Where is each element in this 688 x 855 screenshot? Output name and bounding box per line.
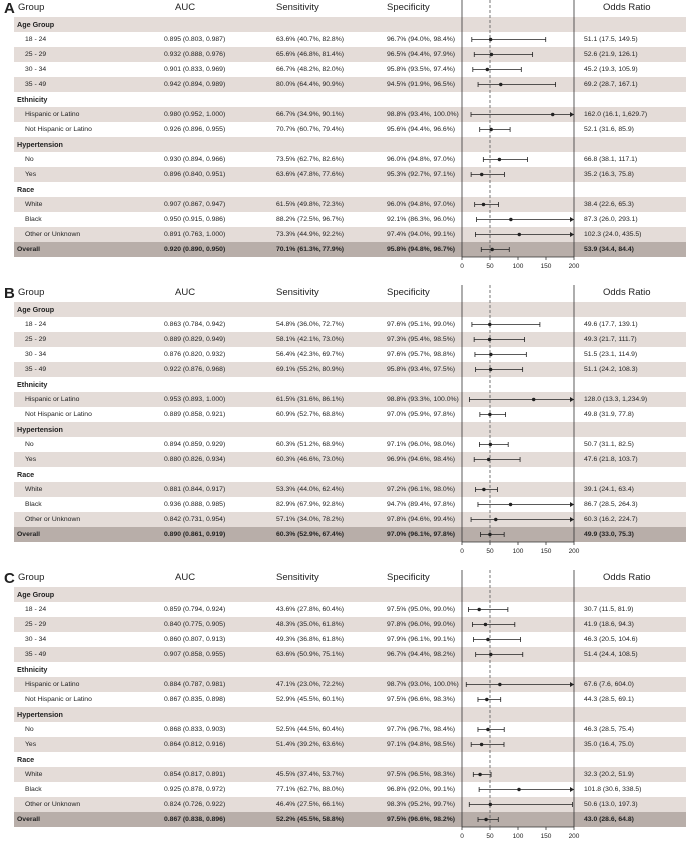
forest-plot [0, 285, 688, 570]
header-group: Group [18, 572, 45, 583]
odds-ratio-value: 49.6 (17.7, 139.1) [584, 321, 638, 328]
section-label: Hypertension [17, 140, 63, 149]
odds-ratio-value: 128.0 (13.3, 1,234.9) [584, 396, 648, 403]
ci-arrow [570, 517, 574, 522]
x-tick-label: 0 [460, 833, 464, 840]
header-odds: Odds Ratio [603, 287, 651, 298]
sensitivity-value: 46.4% (27.5%, 66.1%) [276, 801, 345, 808]
odds-ratio-value: 67.6 (7.6, 604.0) [584, 681, 634, 688]
odds-ratio-point [478, 773, 481, 776]
odds-ratio-point [487, 458, 490, 461]
section-label: Hypertension [17, 425, 63, 434]
auc-value: 0.901 (0.833, 0.969) [164, 66, 226, 73]
specificity-value: 97.5% (96.6%, 98.2%) [387, 816, 456, 823]
specificity-value: 96.8% (92.0%, 99.1%) [387, 786, 456, 793]
auc-value: 0.860 (0.807, 0.913) [164, 636, 226, 643]
group-label: 18 - 24 [25, 321, 47, 328]
sensitivity-value: 54.8% (36.0%, 72.7%) [276, 321, 345, 328]
header-specificity: Specificity [387, 2, 430, 13]
ci-arrow [570, 232, 574, 237]
odds-ratio-point [486, 728, 489, 731]
odds-ratio-point [486, 638, 489, 641]
specificity-value: 96.9% (94.6%, 98.4%) [387, 456, 456, 463]
sensitivity-value: 48.3% (35.0%, 61.8%) [276, 621, 345, 628]
section-label: Age Group [17, 305, 55, 314]
specificity-value: 97.8% (96.0%, 99.0%) [387, 621, 456, 628]
odds-ratio-point [480, 743, 483, 746]
auc-value: 0.868 (0.833, 0.903) [164, 726, 226, 733]
odds-ratio-value: 50.7 (31.1, 82.5) [584, 441, 634, 448]
sensitivity-value: 49.3% (36.8%, 61.8%) [276, 636, 345, 643]
section-label: Race [17, 185, 35, 194]
panel-c [0, 570, 688, 850]
x-tick-label: 50 [486, 548, 494, 555]
group-label: Other or Unknown [25, 516, 81, 523]
auc-value: 0.907 (0.858, 0.955) [164, 651, 226, 658]
odds-ratio-value: 47.6 (21.8, 103.7) [584, 456, 638, 463]
group-label: Other or Unknown [25, 801, 81, 808]
sensitivity-value: 52.5% (44.5%, 60.4%) [276, 726, 345, 733]
auc-value: 0.942 (0.894, 0.989) [164, 81, 226, 88]
sensitivity-value: 73.3% (44.9%, 92.2%) [276, 231, 345, 238]
sensitivity-value: 69.1% (55.2%, 80.9%) [276, 366, 345, 373]
odds-ratio-value: 162.0 (16.1, 1,629.7) [584, 111, 648, 118]
odds-ratio-value: 60.3 (16.2, 224.7) [584, 516, 638, 523]
auc-value: 0.876 (0.820, 0.932) [164, 351, 226, 358]
sensitivity-value: 58.1% (42.1%, 73.0%) [276, 336, 345, 343]
auc-value: 0.907 (0.867, 0.947) [164, 201, 226, 208]
odds-ratio-point [488, 323, 491, 326]
odds-ratio-point [486, 68, 489, 71]
group-label: Other or Unknown [25, 231, 81, 238]
odds-ratio-point [489, 128, 492, 131]
sensitivity-value: 60.3% (46.6%, 73.0%) [276, 456, 345, 463]
odds-ratio-value: 101.8 (30.6, 338.5) [584, 786, 642, 793]
auc-value: 0.842 (0.731, 0.954) [164, 516, 226, 523]
sensitivity-value: 63.6% (50.9%, 75.1%) [276, 651, 345, 658]
specificity-value: 92.1% (86.3%, 96.0%) [387, 216, 456, 223]
auc-value: 0.867 (0.835, 0.898) [164, 696, 226, 703]
x-tick-label: 200 [568, 548, 580, 555]
x-tick-label: 100 [512, 833, 524, 840]
auc-value: 0.896 (0.840, 0.951) [164, 171, 226, 178]
x-tick-label: 150 [540, 548, 552, 555]
group-label: 35 - 49 [25, 651, 47, 658]
sensitivity-value: 57.1% (34.0%, 78.2%) [276, 516, 345, 523]
specificity-value: 98.8% (93.4%, 100.0%) [387, 111, 459, 118]
section-label: Ethnicity [17, 95, 48, 104]
sensitivity-value: 47.1% (23.0%, 72.2%) [276, 681, 345, 688]
specificity-value: 96.5% (94.4%, 97.9%) [387, 51, 456, 58]
specificity-value: 96.7% (94.0%, 98.4%) [387, 36, 456, 43]
odds-ratio-point [489, 803, 492, 806]
forest-plot [0, 570, 688, 855]
group-label: Yes [25, 741, 37, 748]
x-tick-label: 100 [512, 548, 524, 555]
group-label: 30 - 34 [25, 66, 47, 73]
panel-b [0, 285, 688, 565]
specificity-value: 97.3% (95.4%, 98.5%) [387, 336, 456, 343]
group-label: 25 - 29 [25, 621, 47, 628]
sensitivity-value: 52.9% (45.5%, 60.1%) [276, 696, 345, 703]
odds-ratio-point [477, 608, 480, 611]
panel-label: C [4, 570, 15, 587]
group-label: Hispanic or Latino [25, 111, 80, 118]
sensitivity-value: 52.2% (45.5%, 58.8%) [276, 816, 345, 823]
section-label: Age Group [17, 20, 55, 29]
specificity-value: 96.7% (94.4%, 98.2%) [387, 651, 456, 658]
odds-ratio-point [488, 338, 491, 341]
x-tick-label: 0 [460, 548, 464, 555]
x-tick-label: 50 [486, 833, 494, 840]
odds-ratio-value: 51.5 (23.1, 114.9) [584, 351, 638, 358]
specificity-value: 97.4% (94.0%, 99.1%) [387, 231, 456, 238]
sensitivity-value: 60.3% (52.9%, 67.4%) [276, 531, 345, 538]
odds-ratio-point [551, 113, 554, 116]
auc-value: 0.864 (0.812, 0.916) [164, 741, 226, 748]
x-tick-label: 200 [568, 833, 580, 840]
sensitivity-value: 56.4% (42.3%, 69.7%) [276, 351, 345, 358]
specificity-value: 98.7% (93.0%, 100.0%) [387, 681, 459, 688]
group-label: 30 - 34 [25, 636, 47, 643]
group-label: 25 - 29 [25, 336, 47, 343]
sensitivity-value: 43.6% (27.8%, 60.4%) [276, 606, 345, 613]
sensitivity-value: 82.9% (67.9%, 92.8%) [276, 501, 345, 508]
auc-value: 0.926 (0.896, 0.955) [164, 126, 226, 133]
specificity-value: 97.5% (95.0%, 99.0%) [387, 606, 456, 613]
odds-ratio-value: 87.3 (26.0, 293.1) [584, 216, 638, 223]
specificity-value: 95.8% (93.4%, 97.5%) [387, 366, 456, 373]
panel-label: A [4, 0, 15, 17]
odds-ratio-value: 51.1 (17.5, 149.5) [584, 36, 638, 43]
group-label: 30 - 34 [25, 351, 47, 358]
odds-ratio-value: 35.0 (16.4, 75.0) [584, 741, 634, 748]
specificity-value: 97.6% (95.7%, 98.8%) [387, 351, 456, 358]
section-label: Age Group [17, 590, 55, 599]
auc-value: 0.980 (0.952, 1.000) [164, 111, 226, 118]
sensitivity-value: 77.1% (62.7%, 88.0%) [276, 786, 345, 793]
section-label: Ethnicity [17, 665, 48, 674]
auc-value: 0.953 (0.893, 1.000) [164, 396, 226, 403]
odds-ratio-point [494, 518, 497, 521]
specificity-value: 97.5% (96.5%, 98.3%) [387, 771, 456, 778]
group-label: Not Hispanic or Latino [25, 696, 92, 703]
odds-ratio-value: 32.3 (20.2, 51.9) [584, 771, 634, 778]
auc-value: 0.930 (0.894, 0.966) [164, 156, 226, 163]
specificity-value: 97.1% (96.0%, 98.0%) [387, 441, 456, 448]
sensitivity-value: 53.3% (44.0%, 62.4%) [276, 486, 345, 493]
ci-arrow [570, 112, 574, 117]
auc-value: 0.859 (0.794, 0.924) [164, 606, 226, 613]
odds-ratio-point [498, 158, 501, 161]
header-auc: AUC [175, 572, 196, 583]
group-label: No [25, 726, 34, 733]
specificity-value: 97.9% (96.1%, 99.1%) [387, 636, 456, 643]
auc-value: 0.890 (0.861, 0.919) [164, 531, 226, 538]
odds-ratio-value: 49.3 (21.7, 111.7) [584, 336, 637, 343]
odds-ratio-value: 35.2 (16.3, 75.8) [584, 171, 634, 178]
odds-ratio-point [518, 233, 521, 236]
ci-arrow [570, 787, 574, 792]
odds-ratio-value: 44.3 (28.5, 69.1) [584, 696, 634, 703]
odds-ratio-value: 46.3 (20.5, 104.6) [584, 636, 638, 643]
specificity-value: 94.5% (91.9%, 96.5%) [387, 81, 456, 88]
group-label: Hispanic or Latino [25, 396, 80, 403]
odds-ratio-point [489, 443, 492, 446]
odds-ratio-value: 49.8 (31.9, 77.8) [584, 411, 634, 418]
group-label: Overall [17, 531, 41, 538]
group-label: No [25, 156, 34, 163]
odds-ratio-value: 66.8 (38.1, 117.1) [584, 156, 638, 163]
sensitivity-value: 73.5% (62.7%, 82.6%) [276, 156, 345, 163]
specificity-value: 98.3% (95.2%, 99.7%) [387, 801, 456, 808]
auc-value: 0.854 (0.817, 0.891) [164, 771, 226, 778]
group-label: White [25, 771, 43, 778]
x-tick-label: 0 [460, 263, 464, 270]
odds-ratio-value: 50.6 (13.0, 197.3) [584, 801, 638, 808]
specificity-value: 97.1% (94.8%, 98.5%) [387, 741, 456, 748]
ci-arrow [570, 502, 574, 507]
specificity-value: 94.7% (89.4%, 97.8%) [387, 501, 456, 508]
auc-value: 0.884 (0.787, 0.981) [164, 681, 226, 688]
sensitivity-value: 70.7% (60.7%, 79.4%) [276, 126, 345, 133]
odds-ratio-point [488, 533, 491, 536]
specificity-value: 97.7% (96.7%, 98.4%) [387, 726, 456, 733]
sensitivity-value: 51.4% (39.2%, 63.6%) [276, 741, 345, 748]
auc-value: 0.925 (0.878, 0.972) [164, 786, 226, 793]
panel-label: B [4, 285, 15, 302]
odds-ratio-point [509, 503, 512, 506]
group-label: Black [25, 501, 42, 508]
panel-a [0, 0, 688, 280]
group-label: Hispanic or Latino [25, 681, 80, 688]
odds-ratio-value: 30.7 (11.5, 81.9) [584, 606, 634, 613]
header-auc: AUC [175, 287, 196, 298]
auc-value: 0.920 (0.890, 0.950) [164, 246, 226, 253]
x-tick-label: 50 [486, 263, 494, 270]
sensitivity-value: 60.9% (52.7%, 68.8%) [276, 411, 345, 418]
group-label: Black [25, 786, 42, 793]
x-tick-label: 200 [568, 263, 580, 270]
sensitivity-value: 65.6% (46.8%, 81.4%) [276, 51, 345, 58]
odds-ratio-value: 46.3 (28.5, 75.4) [584, 726, 634, 733]
odds-ratio-point [489, 38, 492, 41]
odds-ratio-point [532, 398, 535, 401]
sensitivity-value: 61.5% (49.8%, 72.3%) [276, 201, 345, 208]
auc-value: 0.889 (0.829, 0.949) [164, 336, 226, 343]
odds-ratio-value: 102.3 (24.0, 435.5) [584, 231, 642, 238]
group-label: Overall [17, 816, 41, 823]
auc-value: 0.891 (0.763, 1.000) [164, 231, 226, 238]
odds-ratio-value: 52.1 (31.6, 85.9) [584, 126, 634, 133]
auc-value: 0.936 (0.888, 0.985) [164, 501, 226, 508]
specificity-value: 98.8% (93.3%, 100.0%) [387, 396, 459, 403]
header-odds: Odds Ratio [603, 572, 651, 583]
odds-ratio-point [489, 653, 492, 656]
odds-ratio-point [482, 488, 485, 491]
odds-ratio-value: 69.2 (28.7, 167.1) [584, 81, 638, 88]
odds-ratio-value: 51.4 (24.4, 108.5) [584, 651, 638, 658]
group-label: 35 - 49 [25, 366, 47, 373]
header-sensitivity: Sensitivity [276, 287, 319, 298]
group-label: 35 - 49 [25, 81, 47, 88]
group-label: 25 - 29 [25, 51, 47, 58]
specificity-value: 96.0% (94.8%, 97.0%) [387, 201, 456, 208]
x-tick-label: 150 [540, 833, 552, 840]
odds-ratio-point [489, 368, 492, 371]
auc-value: 0.894 (0.859, 0.929) [164, 441, 226, 448]
odds-ratio-point [489, 353, 492, 356]
specificity-value: 96.0% (94.8%, 97.0%) [387, 156, 456, 163]
section-label: Hypertension [17, 710, 63, 719]
auc-value: 0.863 (0.784, 0.942) [164, 321, 226, 328]
header-specificity: Specificity [387, 287, 430, 298]
specificity-value: 95.8% (94.8%, 96.7%) [387, 246, 456, 253]
group-label: White [25, 486, 43, 493]
odds-ratio-point [517, 788, 520, 791]
group-label: 18 - 24 [25, 36, 47, 43]
ci-arrow [570, 217, 574, 222]
odds-ratio-value: 53.9 (34.4, 84.4) [584, 246, 634, 253]
sensitivity-value: 63.6% (47.8%, 77.6%) [276, 171, 345, 178]
sensitivity-value: 60.3% (51.2%, 68.9%) [276, 441, 345, 448]
group-label: No [25, 441, 34, 448]
header-odds: Odds Ratio [603, 2, 651, 13]
group-label: 18 - 24 [25, 606, 47, 613]
group-label: Not Hispanic or Latino [25, 126, 92, 133]
sensitivity-value: 45.5% (37.4%, 53.7%) [276, 771, 345, 778]
odds-ratio-value: 45.2 (19.3, 105.9) [584, 66, 638, 73]
odds-ratio-point [485, 698, 488, 701]
x-tick-label: 100 [512, 263, 524, 270]
header-group: Group [18, 287, 45, 298]
group-label: White [25, 201, 43, 208]
odds-ratio-point [480, 173, 483, 176]
section-label: Race [17, 755, 35, 764]
odds-ratio-value: 52.6 (21.9, 126.1) [584, 51, 638, 58]
odds-ratio-point [488, 413, 491, 416]
group-label: Yes [25, 456, 37, 463]
auc-value: 0.867 (0.838, 0.896) [164, 816, 226, 823]
sensitivity-value: 70.1% (61.3%, 77.9%) [276, 246, 345, 253]
auc-value: 0.889 (0.858, 0.921) [164, 411, 226, 418]
section-label: Ethnicity [17, 380, 48, 389]
section-label: Race [17, 470, 35, 479]
odds-ratio-point [498, 683, 501, 686]
odds-ratio-value: 38.4 (22.6, 65.3) [584, 201, 634, 208]
sensitivity-value: 61.5% (31.6%, 86.1%) [276, 396, 345, 403]
auc-value: 0.881 (0.844, 0.917) [164, 486, 226, 493]
specificity-value: 95.6% (94.4%, 96.6%) [387, 126, 456, 133]
header-group: Group [18, 2, 45, 13]
sensitivity-value: 66.7% (48.2%, 82.0%) [276, 66, 345, 73]
sensitivity-value: 88.2% (72.5%, 96.7%) [276, 216, 345, 223]
odds-ratio-value: 39.1 (24.1, 63.4) [584, 486, 634, 493]
auc-value: 0.824 (0.726, 0.922) [164, 801, 226, 808]
odds-ratio-value: 41.9 (18.6, 94.3) [584, 621, 634, 628]
specificity-value: 97.2% (96.1%, 98.0%) [387, 486, 456, 493]
odds-ratio-point [490, 248, 493, 251]
group-label: Overall [17, 246, 41, 253]
specificity-value: 95.3% (92.7%, 97.1%) [387, 171, 456, 178]
header-sensitivity: Sensitivity [276, 572, 319, 583]
specificity-value: 97.0% (96.1%, 97.8%) [387, 531, 456, 538]
odds-ratio-point [484, 623, 487, 626]
header-sensitivity: Sensitivity [276, 2, 319, 13]
specificity-value: 97.5% (96.6%, 98.3%) [387, 696, 456, 703]
auc-value: 0.840 (0.775, 0.905) [164, 621, 226, 628]
x-tick-label: 150 [540, 263, 552, 270]
group-label: Yes [25, 171, 37, 178]
sensitivity-value: 66.7% (34.9%, 90.1%) [276, 111, 345, 118]
auc-value: 0.895 (0.803, 0.987) [164, 36, 226, 43]
ci-arrow [570, 682, 574, 687]
group-label: Black [25, 216, 42, 223]
specificity-value: 97.0% (95.9%, 97.8%) [387, 411, 456, 418]
auc-value: 0.932 (0.888, 0.976) [164, 51, 226, 58]
auc-value: 0.950 (0.915, 0.986) [164, 216, 226, 223]
odds-ratio-point [509, 218, 512, 221]
group-label: Not Hispanic or Latino [25, 411, 92, 418]
auc-value: 0.922 (0.876, 0.968) [164, 366, 226, 373]
header-specificity: Specificity [387, 572, 430, 583]
sensitivity-value: 80.0% (64.4%, 90.9%) [276, 81, 345, 88]
odds-ratio-value: 43.0 (28.6, 64.8) [584, 816, 634, 823]
specificity-value: 95.8% (93.5%, 97.4%) [387, 66, 456, 73]
odds-ratio-value: 51.1 (24.2, 108.3) [584, 366, 638, 373]
specificity-value: 97.6% (95.1%, 99.0%) [387, 321, 456, 328]
ci-arrow [570, 397, 574, 402]
sensitivity-value: 63.6% (40.7%, 82.8%) [276, 36, 345, 43]
odds-ratio-point [482, 203, 485, 206]
auc-value: 0.880 (0.826, 0.934) [164, 456, 226, 463]
header-auc: AUC [175, 2, 196, 13]
odds-ratio-point [499, 83, 502, 86]
odds-ratio-value: 49.9 (33.0, 75.3) [584, 531, 634, 538]
forest-plot [0, 0, 688, 285]
odds-ratio-value: 86.7 (28.5, 264.3) [584, 501, 638, 508]
specificity-value: 97.8% (94.6%, 99.4%) [387, 516, 456, 523]
odds-ratio-point [484, 818, 487, 821]
odds-ratio-point [490, 53, 493, 56]
